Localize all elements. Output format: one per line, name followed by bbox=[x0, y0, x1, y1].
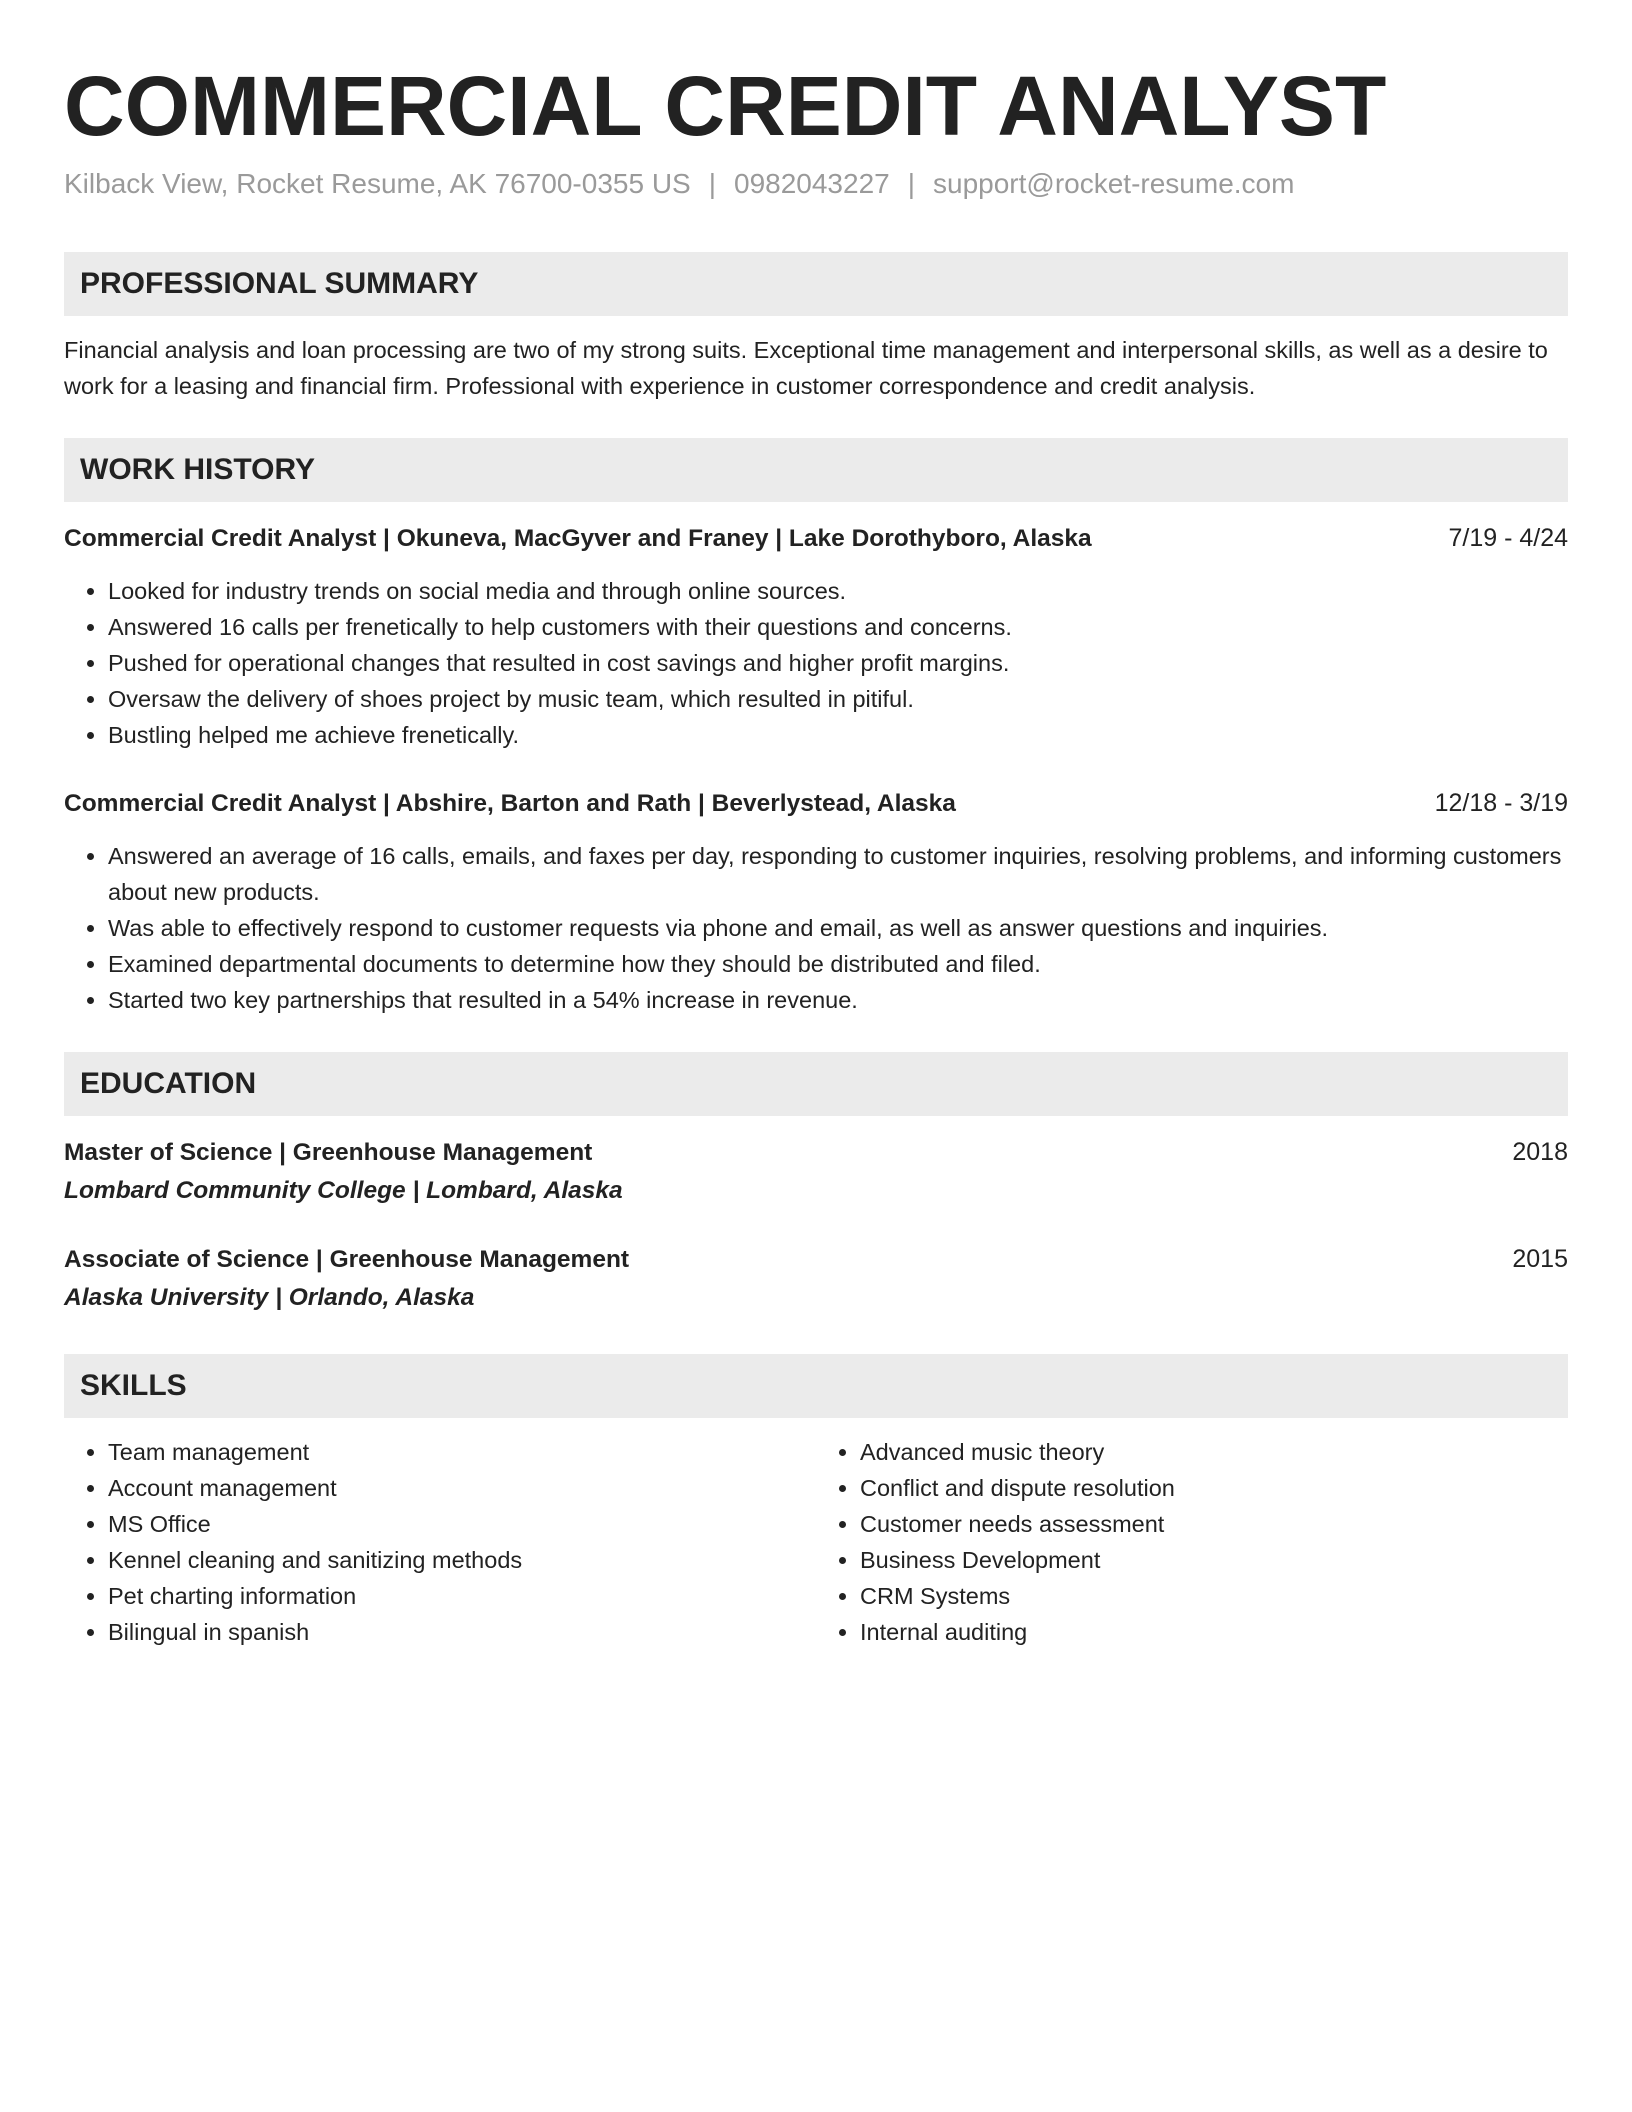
job-dates: 12/18 - 3/19 bbox=[1434, 789, 1568, 818]
list-item: • Started two key partnerships that resulted in a 54% increase in revenue. bbox=[108, 982, 1568, 1018]
contact-line bbox=[64, 168, 1568, 200]
contact-phone: 0982043227 bbox=[734, 168, 890, 200]
section-header-summary: PROFESSIONAL SUMMARY bbox=[64, 252, 1568, 316]
section-header-work-history: WORK HISTORY bbox=[64, 438, 1568, 502]
job-entry bbox=[64, 785, 1568, 1018]
job-header bbox=[64, 785, 1568, 822]
skill-item: • Internal auditing bbox=[860, 1614, 1568, 1650]
list-item: • Answered 16 calls per frenetically to help customers with their questions and concerns. bbox=[108, 609, 1568, 645]
job-header bbox=[64, 520, 1568, 557]
job-dates: 7/19 - 4/24 bbox=[1448, 524, 1568, 553]
skill-item: • Account management bbox=[108, 1470, 816, 1506]
list-item: • Looked for industry trends on social media and through online sources. bbox=[108, 573, 1568, 609]
skill-item: • Kennel cleaning and sanitizing methods bbox=[108, 1542, 816, 1578]
education-entry bbox=[64, 1241, 1568, 1318]
skill-item: • Team management bbox=[108, 1434, 816, 1470]
section-header-skills: SKILLS bbox=[64, 1354, 1568, 1418]
education-header bbox=[64, 1241, 1568, 1278]
contact-email: support@rocket-resume.com bbox=[933, 168, 1295, 200]
list-item: • Was able to effectively respond to customer requests via phone and email, as well as answer questions and inquiries. bbox=[108, 910, 1568, 946]
contact-address: Kilback View, Rocket Resume, AK 76700-0355 US bbox=[64, 168, 691, 200]
skills-grid bbox=[64, 1434, 1568, 1650]
skill-item: • MS Office bbox=[108, 1506, 816, 1542]
summary-text: Financial analysis and loan processing are two of my strong suits. Exceptional time management and interpersonal skills, as well as a desire to work for a leasing and financial firm. Professional with experience in customer correspondence and credit analysis. bbox=[64, 337, 1548, 400]
education-year: 2015 bbox=[1512, 1245, 1568, 1274]
job-title: Commercial Credit Analyst | Okuneva, MacGyver and Franey | Lake Dorothyboro, Alaska bbox=[64, 525, 1092, 553]
skill-item: • Bilingual in spanish bbox=[108, 1614, 816, 1650]
education-degree: Master of Science | Greenhouse Management bbox=[64, 1139, 593, 1167]
list-item: • Pushed for operational changes that resulted in cost savings and higher profit margins. bbox=[108, 645, 1568, 681]
skills-column-left bbox=[64, 1434, 816, 1650]
contact-separator: | bbox=[708, 168, 716, 200]
skill-item: • CRM Systems bbox=[860, 1578, 1568, 1614]
education-header bbox=[64, 1134, 1568, 1171]
education-school: Lombard Community College | Lombard, Alaska bbox=[64, 1177, 623, 1205]
education-degree: Associate of Science | Greenhouse Management bbox=[64, 1246, 630, 1274]
section-header-education: EDUCATION bbox=[64, 1052, 1568, 1116]
skill-item: • Business Development bbox=[860, 1542, 1568, 1578]
skill-item: • Conflict and dispute resolution bbox=[860, 1470, 1568, 1506]
job-bullets bbox=[64, 838, 1568, 1018]
job-title: Commercial Credit Analyst | Abshire, Barton and Rath | Beverlystead, Alaska bbox=[64, 790, 956, 818]
contact-separator: | bbox=[907, 168, 916, 200]
job-entry bbox=[64, 520, 1568, 753]
list-item: • Oversaw the delivery of shoes project by music team, which resulted in pitiful. bbox=[108, 681, 1568, 717]
list-item: • Answered an average of 16 calls, emails, and faxes per day, responding to customer inquiries, resolving problems, and informing customers about new products. bbox=[108, 838, 1568, 910]
skill-item: • Pet charting information bbox=[108, 1578, 816, 1614]
list-item: • Bustling helped me achieve frenetically. bbox=[108, 717, 1568, 753]
job-bullets bbox=[64, 573, 1568, 753]
education-school: Alaska University | Orlando, Alaska bbox=[64, 1284, 475, 1312]
resume-name: COMMERCIAL CREDIT ANALYST bbox=[64, 59, 1387, 153]
skill-item: • Advanced music theory bbox=[860, 1434, 1568, 1470]
skills-column-right bbox=[816, 1434, 1568, 1650]
list-item: • Examined departmental documents to determine how they should be distributed and filed. bbox=[108, 946, 1568, 982]
education-year: 2018 bbox=[1512, 1138, 1568, 1167]
skill-item: • Customer needs assessment bbox=[860, 1506, 1568, 1542]
education-entry bbox=[64, 1134, 1568, 1211]
